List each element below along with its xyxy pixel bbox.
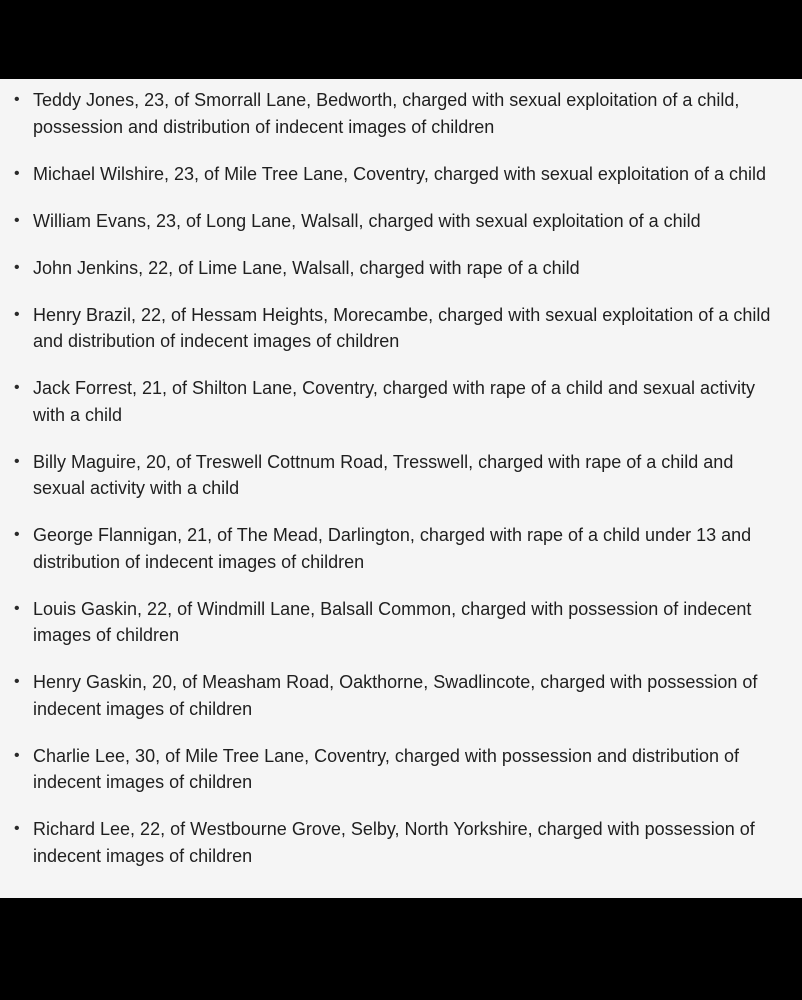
charges-list xyxy=(0,79,802,869)
list-item-text: John Jenkins, 22, of Lime Lane, Walsall, charged with rape of a child xyxy=(33,257,580,278)
list-item-text: Billy Maguire, 20, of Treswell Cottnum Road, Tresswell, charged with rape of a child and sexual activity with a child xyxy=(33,451,734,498)
bullet-icon: • xyxy=(14,673,20,690)
list-item-text: Michael Wilshire, 23, of Mile Tree Lane, Coventry, charged with sexual exploitation of a child xyxy=(33,163,767,184)
bullet-icon: • xyxy=(14,452,20,470)
list-item xyxy=(0,208,802,235)
list-item-text: Henry Gaskin, 20, of Measham Road, Oakthorne, Swadlincote, charged with possession of indecent images of children xyxy=(33,672,758,719)
bullet-icon: • xyxy=(14,305,20,323)
list-item-text: Teddy Jones, 23, of Smorrall Lane, Bedworth, charged with sexual exploitation of a child, possession and distribution of indecent images of children xyxy=(33,90,740,137)
bullet-icon: • xyxy=(14,258,20,276)
list-item-text: Henry Brazil, 22, of Hessam Heights, Morecambe, charged with sexual exploitation of a child and distribution of indecent images of children xyxy=(33,304,771,351)
document-panel xyxy=(0,79,802,898)
bullet-icon: • xyxy=(14,211,20,229)
list-item xyxy=(0,449,802,502)
list-item-text: George Flannigan, 21, of The Mead, Darlington, charged with rape of a child under 13 and distribution of indecent images of children xyxy=(33,525,752,572)
list-item xyxy=(0,522,802,575)
list-item-text: Louis Gaskin, 22, of Windmill Lane, Balsall Common, charged with possession of indecent images of children xyxy=(33,598,752,645)
bullet-icon: • xyxy=(14,820,20,837)
list-item xyxy=(0,255,802,282)
bullet-icon: • xyxy=(14,91,20,108)
bullet-icon: • xyxy=(14,379,20,396)
bullet-icon: • xyxy=(14,599,20,617)
list-item-text: Jack Forrest, 21, of Shilton Lane, Coventry, charged with rape of a child and sexual activity with a child xyxy=(33,378,756,425)
list-item-text: William Evans, 23, of Long Lane, Walsall, charged with sexual exploitation of a child xyxy=(33,210,701,231)
bullet-icon: • xyxy=(14,746,20,764)
list-item xyxy=(0,302,802,355)
list-item xyxy=(0,816,802,869)
list-item xyxy=(0,161,802,188)
list-item xyxy=(0,743,802,796)
bullet-icon: • xyxy=(14,164,20,182)
bullet-icon: • xyxy=(14,526,20,543)
list-item xyxy=(0,669,802,722)
list-item xyxy=(0,87,802,140)
list-item xyxy=(0,375,802,428)
list-item xyxy=(0,596,802,649)
list-item-text: Charlie Lee, 30, of Mile Tree Lane, Coventry, charged with possession and distribution of indecent images of children xyxy=(33,745,740,792)
list-item-text: Richard Lee, 22, of Westbourne Grove, Selby, North Yorkshire, charged with possession of indecent images of children xyxy=(33,819,755,866)
